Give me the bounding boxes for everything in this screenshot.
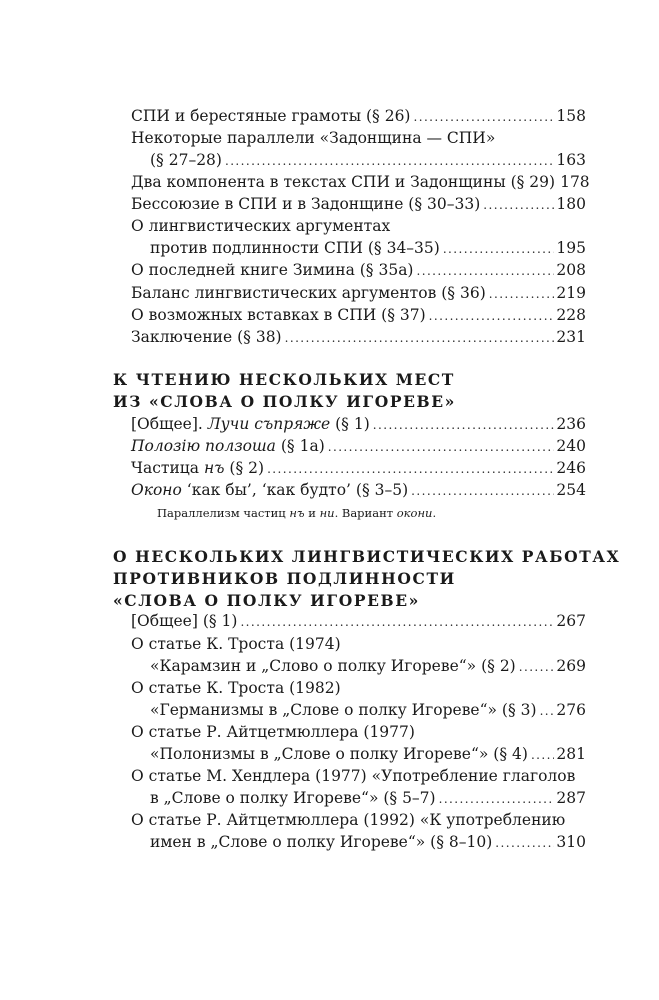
toc-entry xyxy=(150,150,586,171)
toc-page-number: 287 xyxy=(556,789,586,807)
toc-page-number: 178 xyxy=(560,173,590,191)
toc-page-number: 180 xyxy=(556,195,586,213)
toc-entry-title: имен в „Слове о полку Игореве“» (§ 8–10) xyxy=(150,833,493,851)
toc-entry-title: Заключение (§ 38) xyxy=(131,328,282,346)
toc-entry-title: (§ 27–28) xyxy=(150,151,222,169)
toc-entry-title: О статье К. Троста (1982) xyxy=(131,679,341,697)
toc-page-number: 163 xyxy=(556,151,586,169)
toc-entry-title: О статье Р. Айтцетмюллера (1992) «К употреблению xyxy=(131,811,566,829)
section-heading: К ЧТЕНИЮ НЕСКОЛЬКИХ МЕСТ xyxy=(113,370,455,389)
toc-entry-title: О статье Р. Айтцетмюллера (1977) xyxy=(131,723,415,741)
section-heading: «СЛОВА О ПОЛКУ ИГОРЕВЕ» xyxy=(113,591,420,610)
toc-page-number: 246 xyxy=(556,459,586,477)
toc-entry xyxy=(131,283,586,304)
toc-entry xyxy=(150,700,586,721)
toc-entry-title: Два компонента в текстах СПИ и Задонщины (§ 29) xyxy=(131,173,556,191)
toc-entry xyxy=(131,611,586,632)
toc-entry xyxy=(131,480,586,501)
toc-entry-title: О последней книге Зимина (§ 35а) xyxy=(131,261,414,279)
toc-page-number: 208 xyxy=(556,261,586,279)
toc-page-number: 195 xyxy=(556,239,586,257)
toc-page-number: 281 xyxy=(556,745,586,763)
toc-entry xyxy=(131,260,586,281)
toc-page-number: 310 xyxy=(556,833,586,851)
section-heading: ИЗ «СЛОВА О ПОЛКУ ИГОРЕВЕ» xyxy=(113,392,456,411)
toc-subnote: Параллелизм частиц нъ и ни. Вариант окони. xyxy=(157,506,437,520)
toc-entry-title: «Полонизмы в „Слове о полку Игореве“» (§ 4) xyxy=(150,745,528,763)
toc-entry-title: О статье М. Хендлера (1977) «Употребление глаголов xyxy=(131,767,576,785)
toc-entry-title: СПИ и берестяные грамоты (§ 26) xyxy=(131,107,411,125)
toc-page-number: 240 xyxy=(556,437,586,455)
toc-page-number: 269 xyxy=(556,657,586,675)
toc-entry xyxy=(150,656,586,677)
toc-entry-title: [Общее] (§ 1) xyxy=(131,612,238,630)
toc-entry xyxy=(131,106,586,127)
toc-page-number: 158 xyxy=(556,107,586,125)
toc-entry-title: [Общее]. Лучи съпряже (§ 1) xyxy=(131,415,370,433)
toc-entry-title: «Германизмы в „Слове о полку Игореве“» (§ 3) xyxy=(150,701,537,719)
section-heading: О НЕСКОЛЬКИХ ЛИНГВИСТИЧЕСКИХ РАБОТАХ xyxy=(113,547,621,566)
toc-entry-title: О статье К. Троста (1974) xyxy=(131,635,341,653)
toc-entry xyxy=(131,305,586,326)
toc-page-number: 236 xyxy=(556,415,586,433)
toc-entry xyxy=(131,327,586,348)
toc-entry xyxy=(150,744,586,765)
toc-entry-title: Некоторые параллели «Задонщина — СПИ» xyxy=(131,129,496,147)
section-heading: ПРОТИВНИКОВ ПОДЛИННОСТИ xyxy=(113,569,456,588)
toc-page-number: 231 xyxy=(556,328,586,346)
toc-page-number: 267 xyxy=(556,612,586,630)
toc-entry xyxy=(131,172,590,193)
toc-entry-title: Полозію ползоша (§ 1а) xyxy=(131,437,325,455)
toc-entry-title: Оконо ‘как бы’, ‘как будто’ (§ 3–5) xyxy=(131,481,409,499)
toc-entry xyxy=(131,414,586,435)
toc-entry-title: О возможных вставках в СПИ (§ 37) xyxy=(131,306,426,324)
toc-page-number: 276 xyxy=(556,701,586,719)
toc-entry xyxy=(150,832,586,853)
toc-page-number: 254 xyxy=(556,481,586,499)
toc-entry-title: Баланс лингвистических аргументов (§ 36) xyxy=(131,284,486,302)
toc-page-number: 219 xyxy=(556,284,586,302)
toc-entry xyxy=(131,436,586,457)
toc-page-number: 228 xyxy=(556,306,586,324)
toc-entry-title: Частица нъ (§ 2) xyxy=(131,459,265,477)
toc-entry-title: в „Слове о полку Игореве“» (§ 5–7) xyxy=(150,789,436,807)
toc-entry xyxy=(150,788,586,809)
toc-entry-title: «Карамзин и „Слово о полку Игореве“» (§ 2) xyxy=(150,657,516,675)
toc-entry-title: против подлинности СПИ (§ 34–35) xyxy=(150,239,440,257)
toc-entry-title: О лингвистических аргументах xyxy=(131,217,391,235)
toc-entry xyxy=(131,458,586,479)
toc-entry xyxy=(131,194,586,215)
toc-entry-title: Бессоюзие в СПИ и в Задонщине (§ 30–33) xyxy=(131,195,481,213)
toc-entry xyxy=(150,238,586,259)
